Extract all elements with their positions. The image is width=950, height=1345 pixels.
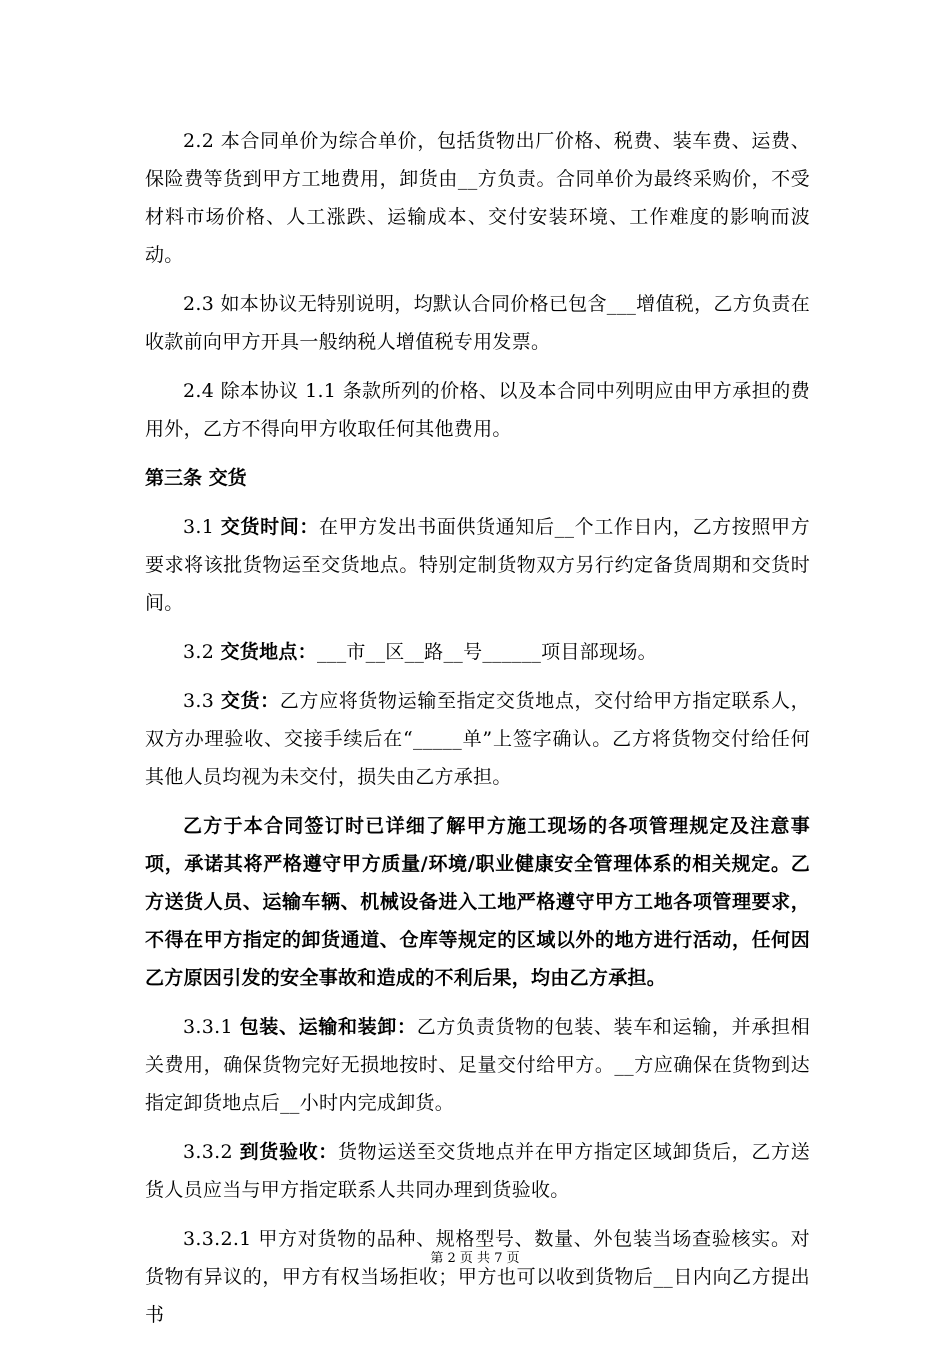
- clause-3-3-text: 乙方应将货物运输至指定交货地点，交付给甲方指定联系人，双方办理验收、交接手续后在“_____单”上签字确认。乙方将货物交付给任何其他人员均视为未交付，损失由乙方承担。: [145, 690, 810, 788]
- clause-3-1: [145, 508, 810, 622]
- clause-3-3-1-text: 乙方负责货物的包装、装车和运输，并承担相关费用，确保货物完好无损地按时、足量交付给甲方。__方应确保在货物到达指定卸货地点后__小时内完成卸货。: [145, 1016, 811, 1114]
- clause-3-3-2-text: 货物运送至交货地点并在甲方指定区域卸货后，乙方送货人员应当与甲方指定联系人共同办理到货验收。: [145, 1141, 810, 1201]
- document-page: [145, 122, 810, 1345]
- clause-3-3-2-1: 3.3.2.1 甲方对货物的品种、规格型号、数量、外包装当场查验核实。对货物有异议的，甲方有权当场拒收；甲方也可以收到货物后__日内向乙方提出书: [145, 1228, 810, 1326]
- clause-3-3-1-label: 包装、运输和装卸：: [239, 1016, 417, 1038]
- clause-3-3: [145, 682, 810, 796]
- clause-3-1-number: 3.1: [183, 516, 221, 538]
- clause-3-2-label: 交货地点：: [220, 641, 317, 663]
- clause-3-3-2: [145, 1133, 810, 1209]
- clause-3-2: [145, 633, 810, 671]
- clause-3-3-1: [145, 1008, 810, 1122]
- clause-2-4: 2.4 除本协议 1.1 条款所列的价格、以及本合同中列明应由甲方承担的费用外，乙方不得向甲方收取任何其他费用。: [145, 380, 810, 440]
- clause-3-1-text: 在甲方发出书面供货通知后__个工作日内，乙方按照甲方要求将该批货物运至交货地点。特别定制货物双方另行约定备货周期和交货时间。: [145, 516, 810, 614]
- clause-2-3: 2.3 如本协议无特别说明，均默认合同价格已包含___增值税，乙方负责在收款前向甲方开具一般纳税人增值税专用发票。: [145, 293, 810, 353]
- clause-3-1-label: 交货时间：: [220, 516, 319, 538]
- clause-3-2-number: 3.2: [183, 641, 221, 663]
- clause-3-3-1-number: 3.3.1: [183, 1016, 240, 1038]
- page-footer: 第 2 页 共 7 页: [430, 1251, 520, 1266]
- clause-3-3-2-number: 3.3.2: [183, 1141, 240, 1163]
- clause-2-2: 2.2 本合同单价为综合单价，包括货物出厂价格、税费、装车费、运费、保险费等货到甲方工地费用，卸货由__方负责。合同单价为最终采购价，不受材料市场价格、人工涨跌、运输成本、交付安装环境、工作难度的影响而波动。: [145, 130, 810, 266]
- safety-notice-bold: 乙方于本合同签订时已详细了解甲方施工现场的各项管理规定及注意事项，承诺其将严格遵守甲方质量/环境/职业健康安全管理体系的相关规定。乙方送货人员、运输车辆、机械设备进入工地严格遵守甲方工地各项管理要求，不得在甲方指定的卸货通道、仓库等规定的区域以外的地方进行活动，任何因乙方原因引发的安全事故和造成的不利后果，均由乙方承担。: [145, 815, 810, 989]
- clause-3-3-label: 交货：: [220, 690, 280, 712]
- clause-3-3-number: 3.3: [183, 690, 221, 712]
- article-3-heading: 第三条 交货: [145, 467, 247, 489]
- clause-3-3-2-label: 到货验收：: [239, 1141, 338, 1163]
- clause-3-2-text: ___市__区__路__号______项目部现场。: [316, 641, 657, 663]
